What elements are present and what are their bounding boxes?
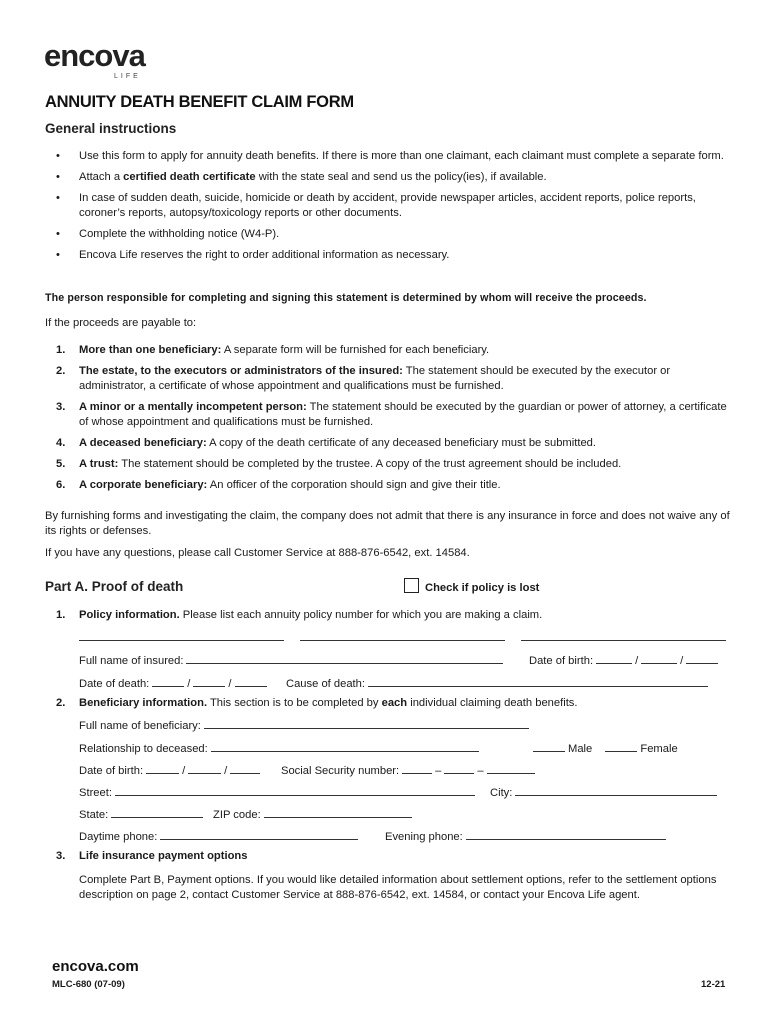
questions-text: If you have any questions, please call Customer Service at 888-876-6542, ext. 14584.: [45, 547, 470, 559]
beneficiary-name-row: Full name of beneficiary:: [79, 717, 532, 734]
date-of-death-row: Date of death: / /: [79, 675, 270, 692]
list-item: 1. More than one beneficiary: A separate form will be furnished for each beneficiary.: [56, 344, 490, 356]
part-a-heading: Part A. Proof of death: [45, 579, 184, 594]
list-item: 2. The estate, to the executors or administrators of the insured: The statement should be executed by the executor or administrator, a certificate of whose appointment and qualifications must be furnished.: [56, 365, 671, 392]
death-day-field[interactable]: [193, 675, 225, 687]
bullet-mark: •: [56, 150, 60, 162]
insured-dob-month-field[interactable]: [596, 652, 632, 664]
list-item: 6. A corporate beneficiary: An officer of the corporation should sign and give their title.: [56, 479, 501, 491]
policy-lost-label: Check if policy is lost: [425, 582, 540, 594]
state-row: State:: [79, 806, 206, 823]
logo-wordmark: encova: [44, 38, 145, 73]
bullet-mark: •: [56, 192, 60, 204]
policy-number-field-3[interactable]: [521, 640, 726, 641]
policy-lost-checkbox[interactable]: [404, 578, 419, 593]
ssn-row: Social Security number: – –: [281, 762, 538, 779]
disclaimer-text: By furnishing forms and investigating the claim, the company does not admit that there is any insurance in force and does not waive any of its rights or defenses.: [45, 510, 730, 537]
policy-number-field-2[interactable]: [300, 640, 505, 641]
evening-phone-field[interactable]: [466, 828, 666, 840]
bullet-mark: •: [56, 171, 60, 183]
payable-intro: If the proceeds are payable to:: [45, 317, 197, 329]
insured-dob-year-field[interactable]: [686, 652, 718, 664]
cause-of-death-row: Cause of death:: [286, 675, 711, 692]
relationship-row: Relationship to deceased:: [79, 740, 482, 757]
form-code: MLC-680 (07-09): [52, 979, 125, 990]
insured-dob-day-field[interactable]: [641, 652, 677, 664]
instruction-list: [45, 149, 735, 269]
list-item: • Encova Life reserves the right to order additional information as necessary.: [56, 249, 450, 261]
ssn-part-2-field[interactable]: [444, 762, 474, 774]
relationship-field[interactable]: [211, 740, 479, 752]
zip-row: ZIP code:: [213, 806, 415, 823]
general-instructions-heading: General instructions: [45, 121, 177, 136]
street-field[interactable]: [115, 784, 475, 796]
zip-field[interactable]: [264, 806, 412, 818]
street-row: Street:: [79, 784, 478, 801]
male-field[interactable]: [533, 740, 565, 752]
ssn-part-1-field[interactable]: [402, 762, 432, 774]
list-item: • Complete the withholding notice (W4-P).: [56, 228, 280, 240]
beneficiary-dob-day-field[interactable]: [188, 762, 221, 774]
death-year-field[interactable]: [235, 675, 267, 687]
list-item: • Use this form to apply for annuity death benefits. If there is more than one claimant, each claimant must complete a separate form.: [56, 150, 724, 162]
payment-options-text: Complete Part B, Payment options. If you would like detailed information about settlement options, refer to the settlement options description on page 2, contact Customer Service at 888-876-6542, ext. 14584, or contact your Encova Life agent.: [79, 874, 717, 901]
insured-dob-row: Date of birth: / /: [529, 652, 721, 669]
cause-of-death-field[interactable]: [368, 675, 708, 687]
beneficiary-dob-month-field[interactable]: [146, 762, 179, 774]
list-item: 4. A deceased beneficiary: A copy of the death certificate of any deceased beneficiary must be submitted.: [56, 437, 596, 449]
footer-website: encova.com: [52, 958, 139, 975]
policy-number-field-1[interactable]: [79, 640, 284, 641]
bullet-mark: •: [56, 228, 60, 240]
beneficiary-dob-row: Date of birth: / /: [79, 762, 263, 779]
female-field[interactable]: [605, 740, 637, 752]
list-item: 5. A trust: The statement should be completed by the trustee. A copy of the trust agreement should be included.: [56, 458, 622, 470]
bullet-mark: •: [56, 249, 60, 261]
form-revision-date: 12-21: [701, 979, 726, 990]
city-row: City:: [490, 784, 720, 801]
insured-name-field[interactable]: [186, 652, 503, 664]
beneficiary-dob-year-field[interactable]: [230, 762, 260, 774]
encova-life-logo: [44, 38, 145, 80]
list-item: • In case of sudden death, suicide, homicide or death by accident, provide newspaper articles, accident reports, police reports, coroner’s reports, autopsy/toxicology reports or other documents.: [56, 192, 696, 219]
daytime-phone-field[interactable]: [160, 828, 358, 840]
city-field[interactable]: [515, 784, 717, 796]
gender-row: Male Female: [533, 740, 678, 757]
evening-phone-row: Evening phone:: [385, 828, 669, 845]
death-month-field[interactable]: [152, 675, 184, 687]
daytime-phone-row: Daytime phone:: [79, 828, 361, 845]
responsible-party-note: The person responsible for completing and signing this statement is determined by whom will receive the proceeds.: [45, 292, 647, 304]
list-item: 3. A minor or a mentally incompetent person: The statement should be executed by the guardian or power of attorney, a certificate of whose appointment and qualifications must be furnished.: [56, 401, 727, 428]
insured-name-row: Full name of insured:: [79, 652, 506, 669]
list-item: • Attach a certified death certificate with the state seal and send us the policy(ies), if available.: [56, 171, 547, 183]
payee-list: [45, 343, 735, 499]
beneficiary-name-field[interactable]: [204, 717, 529, 729]
form-title: ANNUITY DEATH BENEFIT CLAIM FORM: [45, 93, 354, 111]
logo-subtext: LIFE: [114, 73, 141, 80]
state-field[interactable]: [111, 806, 203, 818]
ssn-part-3-field[interactable]: [487, 762, 535, 774]
